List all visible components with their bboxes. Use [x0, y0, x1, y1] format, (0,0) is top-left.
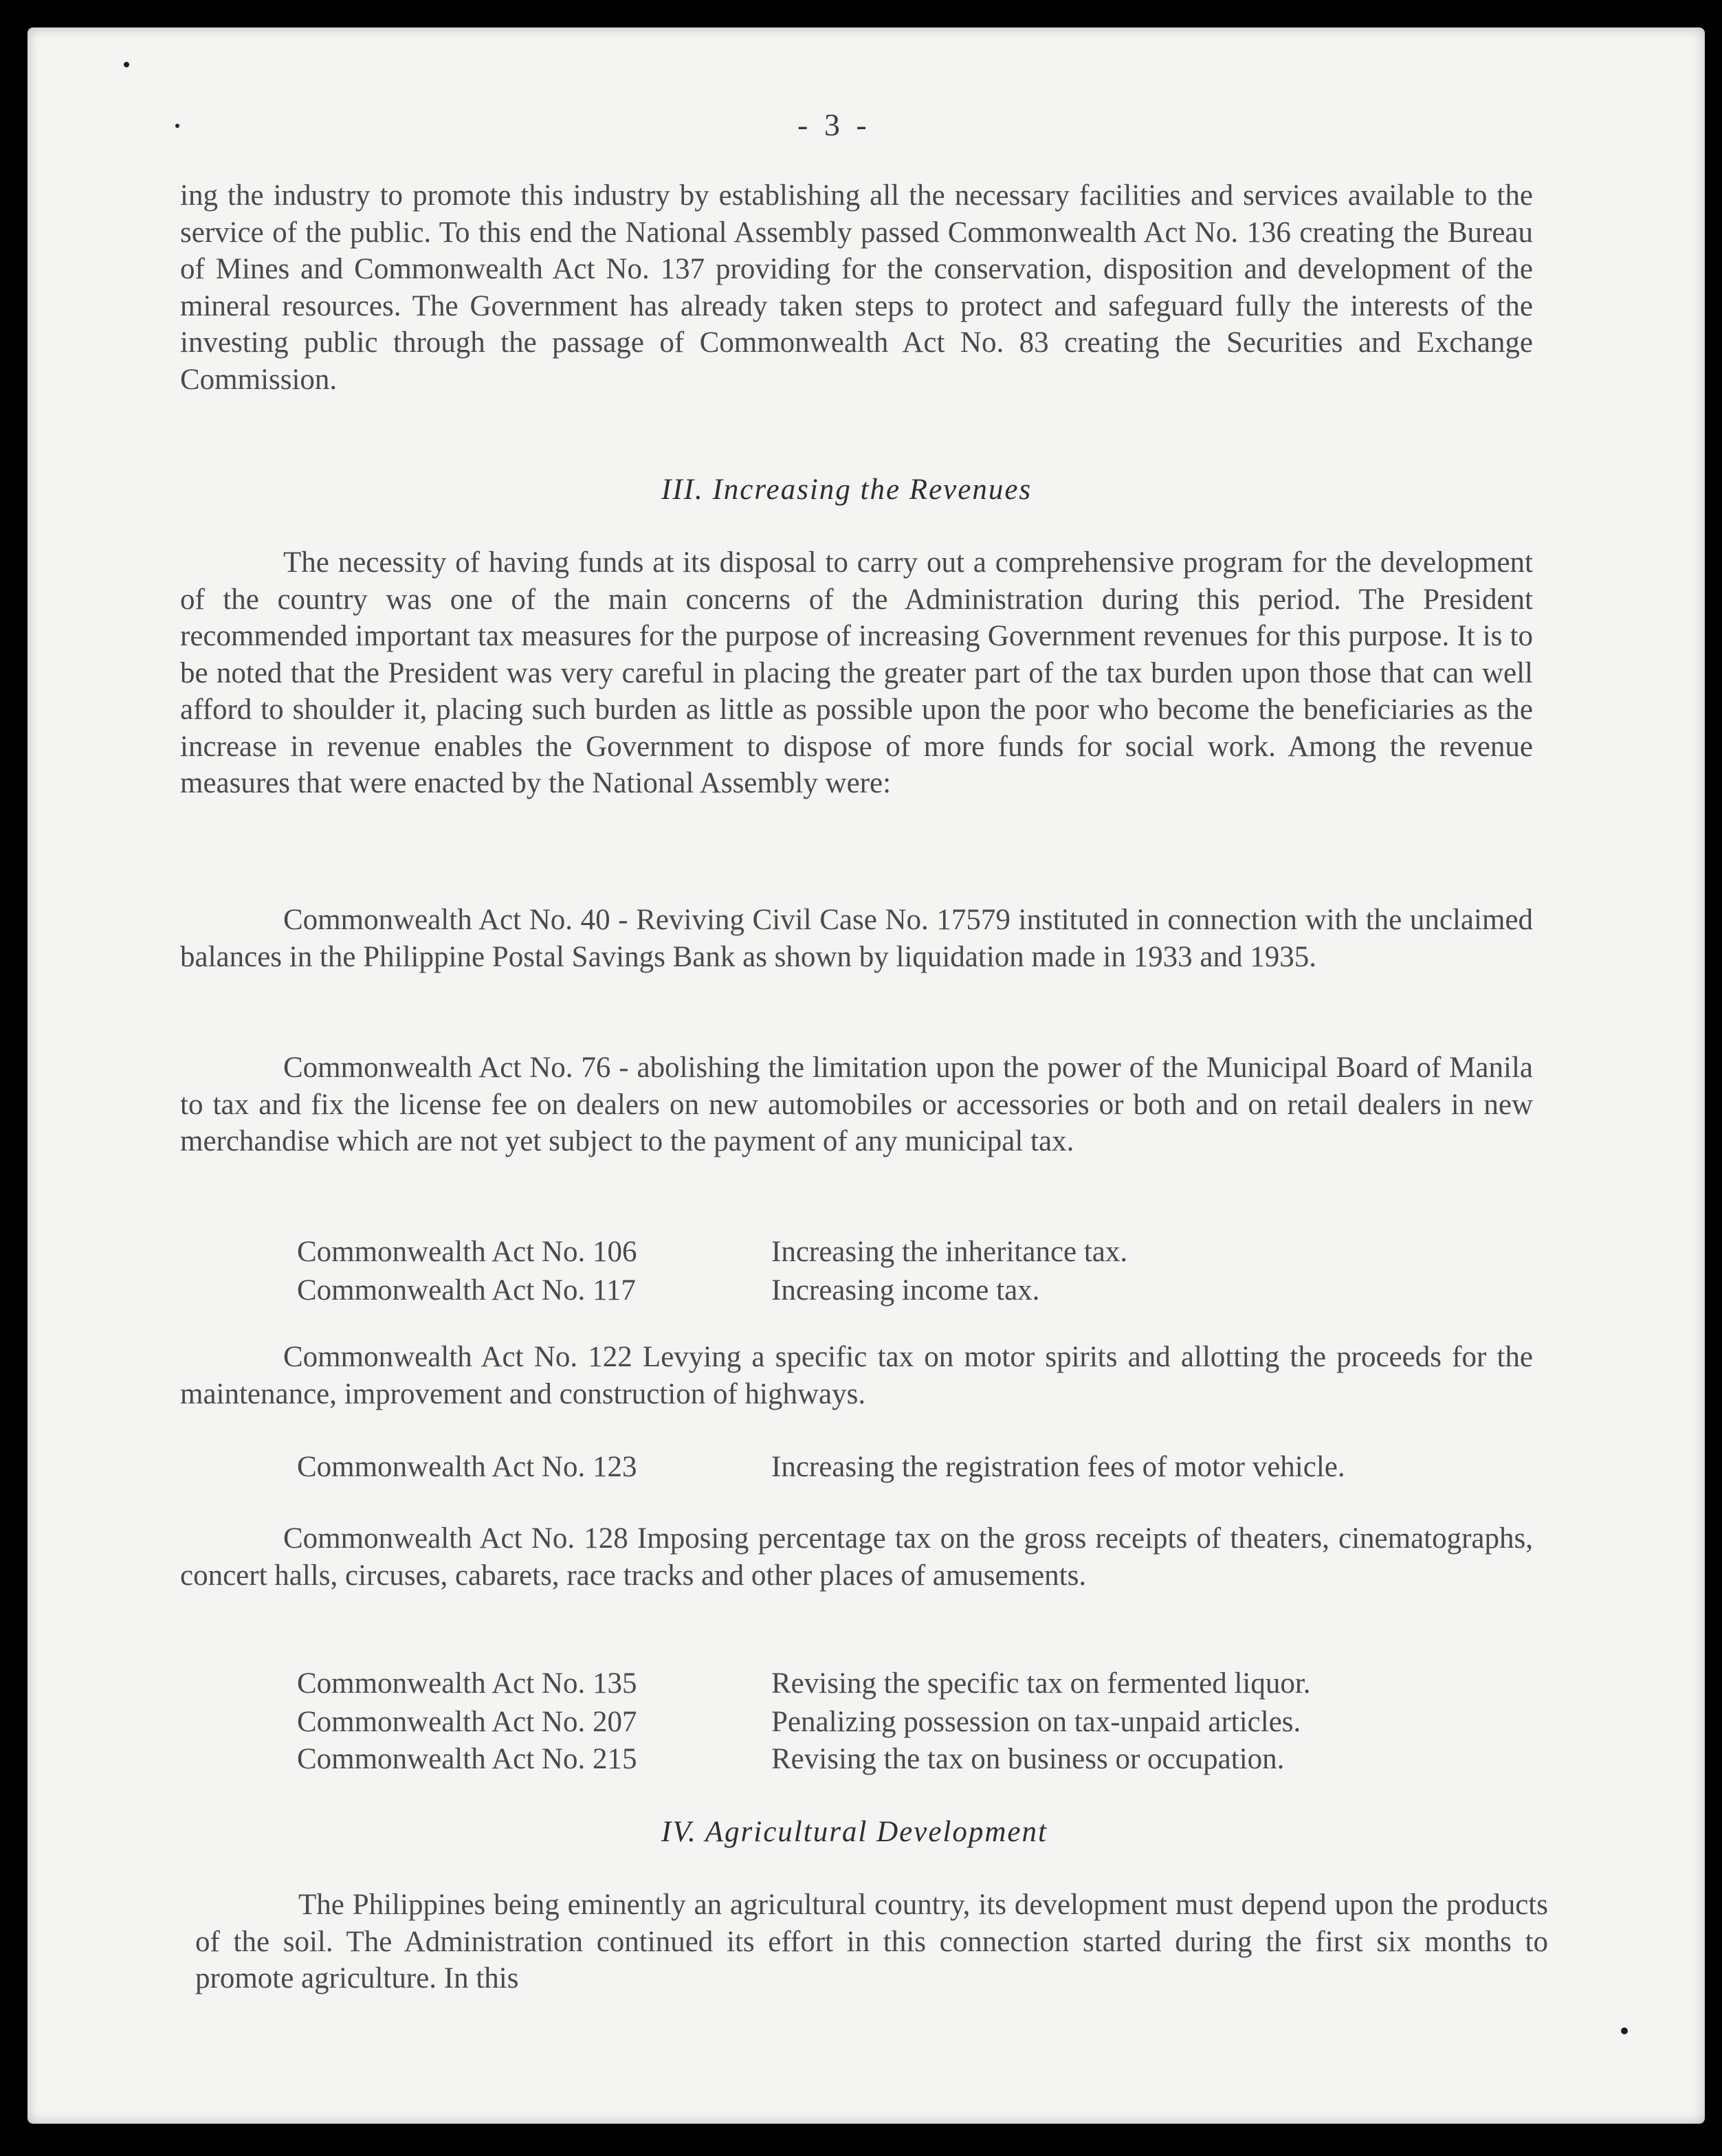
- act-128-paragraph: Commonwealth Act No. 128 Imposing percentage tax on the gross receipts of theaters, cinematographs, concert halls, circuses, cabarets, race tracks and other places of amusements.: [180, 1522, 1533, 1592]
- intro-paragraph: ing the industry to promote this industry by establishing all the necessary facilities and services available to the service of the public. To this end the National Assembly passed Commonwealth Act No. 136 creating the Bureau of Mines and Commonwealth Act No. 137 providing for the conservation, disposition and development of the mineral resources. The Government has already taken steps to protect and safeguard fully the interests of the investing public through the passage of Commonwealth Act No. 83 creating the Securities and Exchange Commission.: [180, 179, 1533, 396]
- ink-speck: [124, 62, 129, 67]
- act-215-description: Revising the tax on business or occupation.: [771, 1743, 1285, 1775]
- section-heading-revenues: III. Increasing the Revenues: [661, 474, 1033, 506]
- section-heading-agriculture: IV. Agricultural Development: [661, 1816, 1048, 1848]
- act-207-description: Penalizing possession on tax-unpaid articles.: [771, 1706, 1301, 1738]
- act-123-description: Increasing the registration fees of motor vehicle.: [771, 1451, 1345, 1483]
- act-215-name: Commonwealth Act No. 215: [297, 1743, 637, 1775]
- ink-speck: [1621, 2027, 1628, 2034]
- act-135-name: Commonwealth Act No. 135: [297, 1667, 637, 1700]
- act-207-name: Commonwealth Act No. 207: [297, 1706, 637, 1738]
- page-number: - 3 -: [797, 107, 871, 142]
- act-106-name: Commonwealth Act No. 106: [297, 1236, 637, 1268]
- act-40-paragraph: Commonwealth Act No. 40 - Reviving Civil Case No. 17579 instituted in connection with the unclaimed balances in the Philippine Postal Savings Bank as shown by liquidation made in 1933 and 1935.: [180, 904, 1533, 973]
- revenues-paragraph: The necessity of having funds at its disposal to carry out a comprehensive program for the development of the country was one of the main concerns of the Administration during this period. The President recommended important tax measures for the purpose of increasing Government revenues for this purpose. It is to be noted that the President was very careful in placing the greater part of the tax burden upon those that can well afford to shoulder it, placing such burden as little as possible upon the poor who become the beneficiaries as the increase in revenue enables the Government to dispose of more funds for social work. Among the revenue measures that were enacted by the National Assembly were:: [180, 546, 1533, 799]
- agriculture-paragraph: The Philippines being eminently an agricultural country, its development must depend upon the products of the soil. The Administration continued its effort in this connection started during the first six months to promote agriculture. In this: [195, 1889, 1548, 1994]
- act-117-name: Commonwealth Act No. 117: [297, 1274, 636, 1307]
- act-135-description: Revising the specific tax on fermented liquor.: [771, 1667, 1311, 1700]
- act-117-description: Increasing income tax.: [771, 1274, 1040, 1307]
- act-123-name: Commonwealth Act No. 123: [297, 1451, 637, 1483]
- act-106-description: Increasing the inheritance tax.: [771, 1236, 1128, 1268]
- ink-speck: [175, 124, 179, 128]
- act-122-paragraph: Commonwealth Act No. 122 Levying a specific tax on motor spirits and allotting the proceeds for the maintenance, improvement and construction of highways.: [180, 1341, 1533, 1410]
- act-76-paragraph: Commonwealth Act No. 76 - abolishing the limitation upon the power of the Municipal Board of Manila to tax and fix the license fee on dealers on new automobiles or accessories or both and on retail dealers in new merchandise which are not yet subject to the payment of any municipal tax.: [180, 1052, 1533, 1157]
